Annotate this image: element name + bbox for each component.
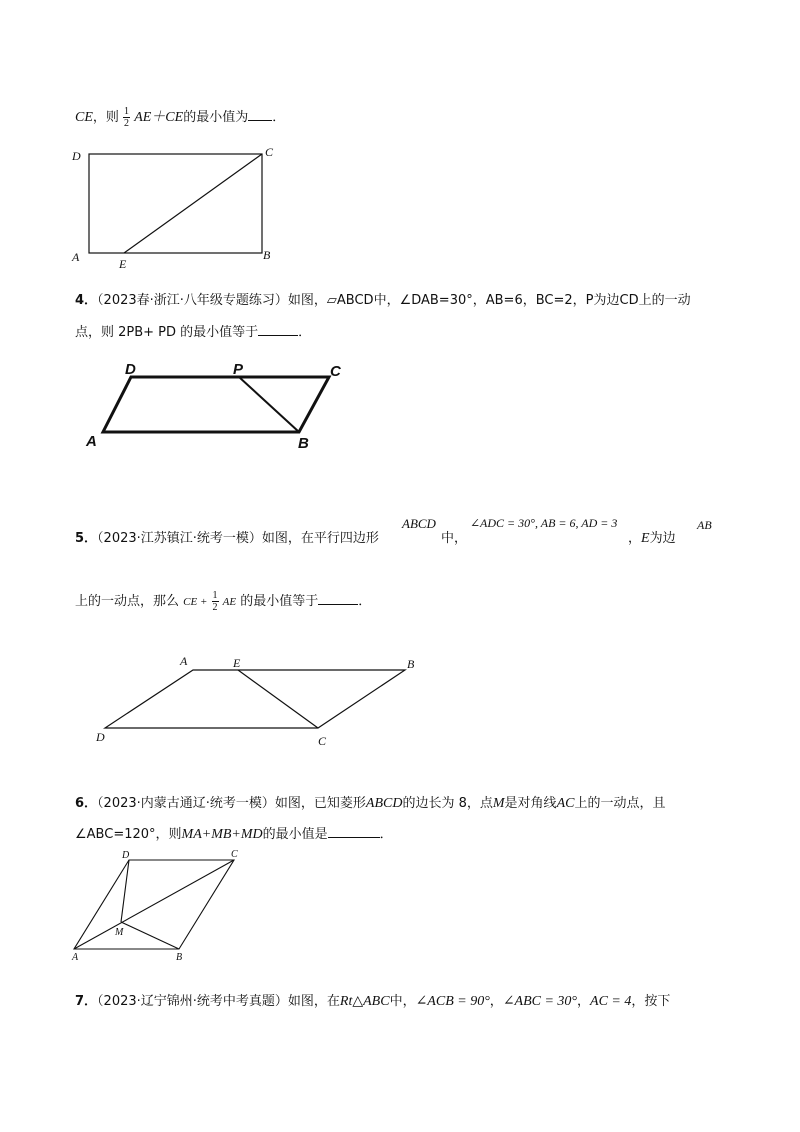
q3-then: ，则	[92, 110, 119, 125]
q5-label-b: B	[407, 657, 415, 671]
q5-line2-tail: 的最小值等于	[240, 594, 319, 609]
q4-number: 4．	[75, 293, 98, 308]
q5-label-a: A	[180, 654, 188, 668]
q3-end: ．	[272, 110, 286, 125]
q6-m: M	[492, 796, 505, 811]
q4-label-c: C	[330, 363, 341, 380]
q5-label-e: E	[233, 656, 241, 670]
q5-label-d: D	[96, 730, 105, 744]
q5-abcd: ABCD	[402, 516, 436, 531]
q4-line1-text: （2023春·浙江·八年级专题练习）如图，▱ABCD中，∠DAB=30°，AB=6，BC=2，P为边CD上的一动	[97, 293, 691, 308]
q4-label-b: B	[298, 435, 309, 452]
q6-number: 6．	[75, 796, 98, 811]
q6-segment-md	[121, 860, 129, 922]
q7-sep1: ，	[489, 994, 503, 1009]
q6-line1-b: 的边长为 8，点	[402, 796, 493, 811]
q3-ce: CE	[75, 110, 93, 125]
q3-label-a: A	[72, 250, 80, 264]
q7-cond1: ∠ACB = 90°	[415, 994, 490, 1009]
q6-line2-a: ，则	[155, 827, 182, 842]
q3-label-d: D	[72, 149, 81, 163]
q5-fraction: $\frac{1}{2}$	[212, 590, 218, 613]
q5-expr-b: AE	[222, 596, 237, 608]
q4-label-a: A	[86, 433, 97, 450]
q5-mid: 中，	[441, 531, 468, 546]
q7-cond3: AC = 4	[590, 994, 632, 1009]
q5-expr-a: CE +	[183, 596, 208, 608]
q6-line2-b: 的最小值是	[262, 827, 328, 842]
q3-label-e: E	[119, 257, 127, 271]
q6-label-b: B	[176, 952, 183, 963]
q4-line2-text: 点，则 2PB+ PD 的最小值等于	[75, 325, 259, 340]
q6-label-m: M	[115, 927, 124, 938]
q6-segment-mb	[121, 922, 179, 949]
q7-line1	[75, 990, 670, 1010]
q7-sep2: ，	[577, 994, 591, 1009]
q3-expr: AE＋CE	[134, 110, 184, 125]
q5-ab: AB	[697, 518, 712, 532]
q6-expr: MA+MB+MD	[181, 827, 263, 842]
q4-end: ．	[298, 325, 312, 340]
q4-label-d: D	[125, 361, 136, 378]
q5-label-c: C	[318, 734, 327, 748]
q3-tail: 的最小值为	[183, 110, 249, 125]
q6-label-d: D	[122, 850, 130, 861]
q6-line1-d: 上的一动点，且	[574, 796, 666, 811]
q6-end: ．	[379, 827, 393, 842]
q6-angle: ∠ABC=120°	[75, 827, 156, 842]
q5-e: E	[641, 531, 650, 546]
q7-triangle: Rt△ABC	[339, 994, 390, 1009]
q6-line1-c: 是对角线	[504, 796, 557, 811]
q3-label-c: C	[265, 145, 274, 159]
q6-label-a: A	[72, 952, 79, 963]
q6-label-c: C	[231, 849, 238, 860]
q3-label-b: B	[263, 248, 271, 262]
q4-label-p: P	[233, 361, 244, 378]
q5-end: ．	[358, 594, 372, 609]
q5-line2-text: 上的一动点，那么	[75, 594, 180, 609]
q5-comma: ，	[628, 531, 642, 546]
q6-ac: AC	[556, 796, 575, 811]
q3-fraction: $\frac{1}{2}$	[124, 106, 130, 129]
q6-line1-a: （2023·内蒙古通辽·统考一模）如图，已知菱形	[97, 796, 366, 811]
q5-condition: ∠ADC = 30°, AB = 6, AD = 3	[470, 516, 618, 530]
q5-source: （2023·江苏镇江·统考一模）如图，在平行四边形	[97, 531, 379, 546]
q7-source: （2023·辽宁锦州·统考中考真题）如图，在	[97, 994, 340, 1009]
q6-diagonal-ac	[74, 860, 234, 949]
q7-number: 7．	[75, 994, 98, 1009]
q7-tail: ，按下	[631, 994, 671, 1009]
q7-cond2: ∠ABC = 30°	[502, 994, 578, 1009]
q7-zh: 中，	[389, 994, 416, 1009]
q5-number: 5．	[75, 531, 98, 546]
q5-bian: 为边	[649, 531, 676, 546]
q6-abcd: ABCD	[365, 796, 403, 811]
